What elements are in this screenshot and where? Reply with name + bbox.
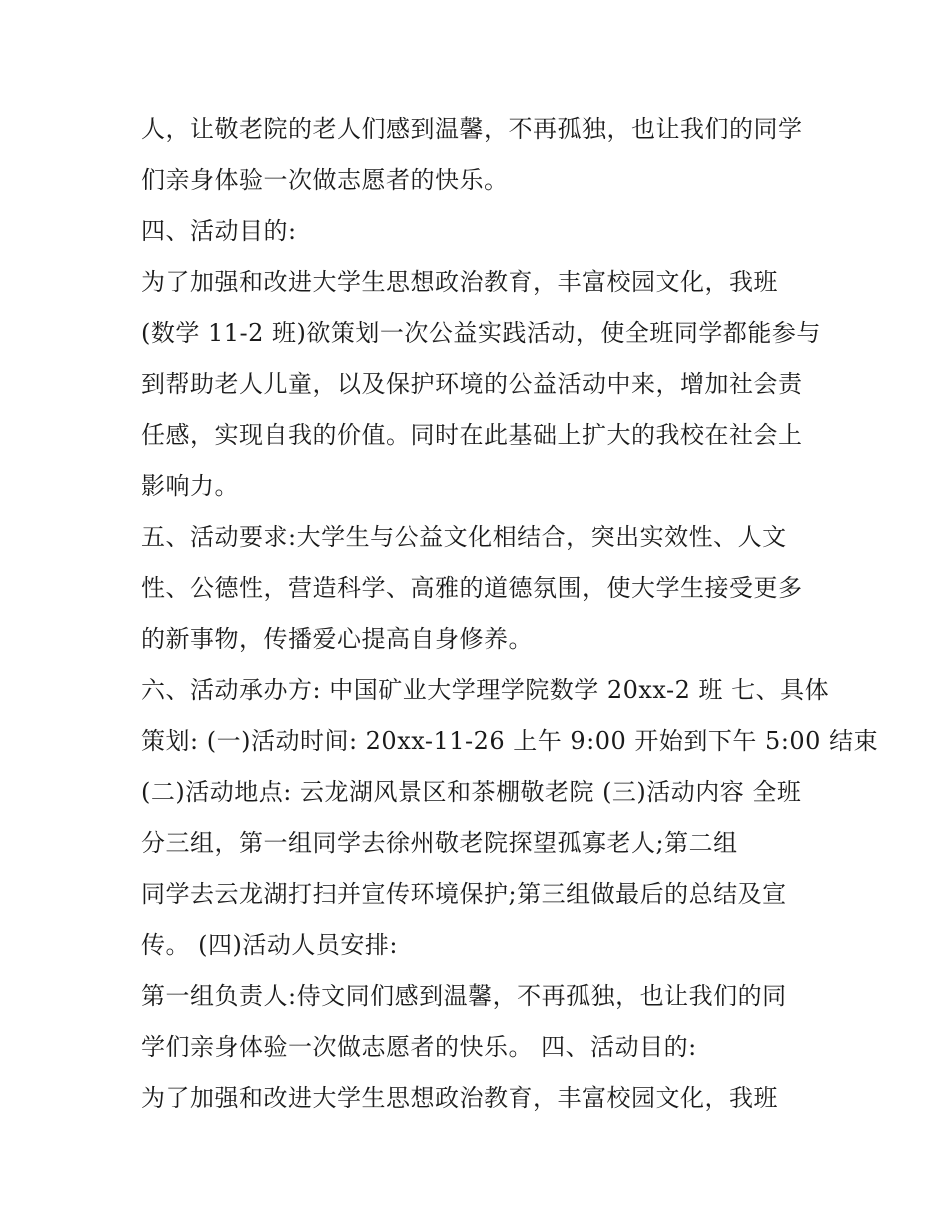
text-line-17: 传。 (四)活动人员安排: bbox=[141, 931, 398, 959]
text-line-20: 为了加强和改进大学生思想政治教育，丰富校园文化，我班 bbox=[141, 1084, 778, 1112]
text-line-8: 影响力。 bbox=[141, 472, 239, 500]
text-line-15: 分三组，第一组同学去徐州敬老院探望孤寡老人;第二组 bbox=[141, 829, 738, 857]
text-line-13: 策划: (一)活动时间: 20xx-11-26 上午 9:00 开始到下午 5:00 结束 bbox=[141, 727, 879, 755]
text-line-16: 同学去云龙湖打扫并宣传环境保护;第三组做最后的总结及宣 bbox=[141, 880, 787, 908]
text-line-11: 的新事物，传播爱心提高自身修养。 bbox=[141, 625, 533, 653]
text-line-14: (二)活动地点: 云龙湖风景区和茶棚敬老院 (三)活动内容 全班 bbox=[141, 778, 802, 806]
text-line-3: 四、活动目的: bbox=[141, 217, 297, 245]
text-line-1: 人，让敬老院的老人们感到温馨，不再孤独，也让我们的同学 bbox=[141, 115, 803, 143]
text-line-19: 学们亲身体验一次做志愿者的快乐。 四、活动目的: bbox=[141, 1033, 697, 1061]
text-line-5: (数学 11-2 班)欲策划一次公益实践活动，使全班同学都能参与 bbox=[141, 319, 821, 347]
text-line-6: 到帮助老人儿童，以及保护环境的公益活动中来，增加社会责 bbox=[141, 370, 803, 398]
text-line-2: 们亲身体验一次做志愿者的快乐。 bbox=[141, 166, 509, 194]
text-line-7: 任感，实现自我的价值。同时在此基础上扩大的我校在社会上 bbox=[141, 421, 803, 449]
text-line-18: 第一组负责人:侍文同们感到温馨，不再孤独，也让我们的同 bbox=[141, 982, 787, 1010]
text-line-9: 五、活动要求:大学生与公益文化相结合，突出实效性、人文 bbox=[141, 523, 787, 551]
text-line-12: 六、活动承办方: 中国矿业大学理学院数学 20xx-2 班 七、具体 bbox=[141, 676, 830, 704]
text-line-4: 为了加强和改进大学生思想政治教育，丰富校园文化，我班 bbox=[141, 268, 778, 296]
text-line-10: 性、公德性，营造科学、高雅的道德氛围，使大学生接受更多 bbox=[141, 574, 803, 602]
